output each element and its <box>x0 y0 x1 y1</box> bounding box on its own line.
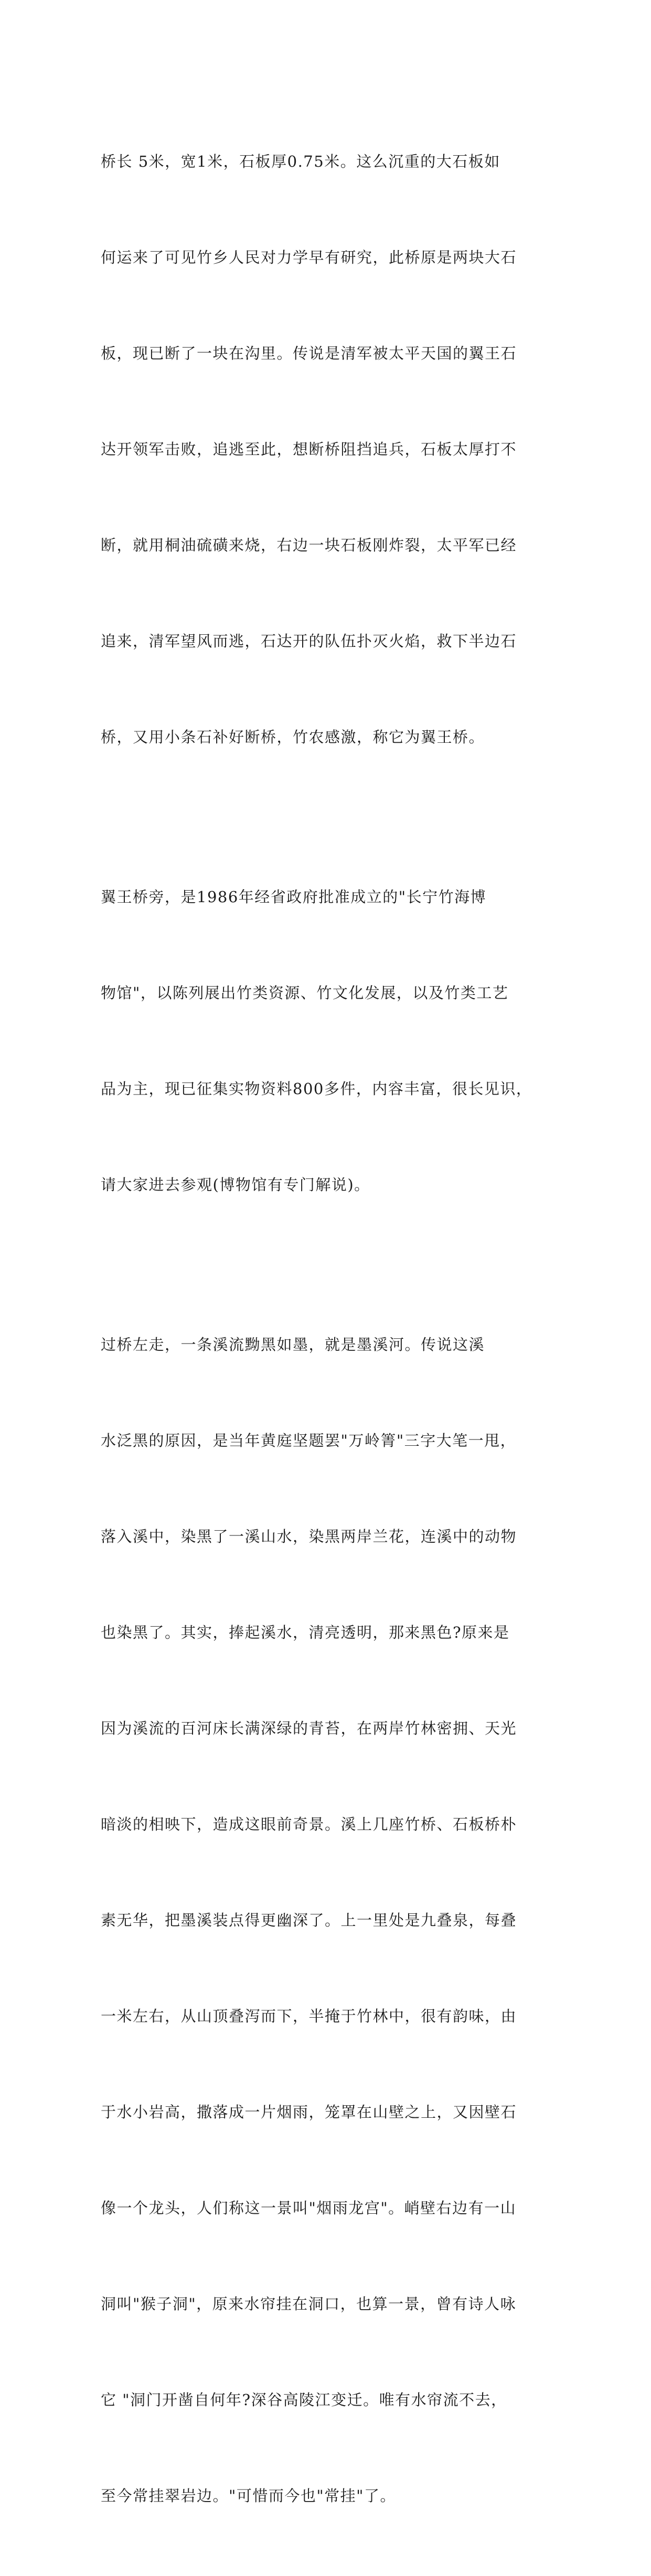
paragraph-bamboo-museum <box>101 817 552 1265</box>
text-line: 达开领军击败，追逃至此，想断桥阻挡追兵，石板太厚打不 <box>101 440 517 458</box>
paragraph-moxi-river <box>101 1265 552 2576</box>
text-line: 至今常挂翠岩边。"可惜而今也"常挂"了。 <box>101 2487 397 2505</box>
text-line: 翼王桥旁，是1986年经省政府批准成立的"长宁竹海博 <box>101 888 487 906</box>
text-line: 桥长 5米，宽1米，石板厚0.75米。这么沉重的大石板如 <box>101 153 500 170</box>
text-line: 过桥左走，一条溪流黝黑如墨，就是墨溪河。传说这溪 <box>101 1336 485 1354</box>
text-line: 像一个龙头，人们称这一景叫"烟雨龙宫"。峭壁右边有一山 <box>101 2199 517 2217</box>
text-line: 追来，清军望风而逃，石达开的队伍扑灭火焰，救下半边石 <box>101 632 517 650</box>
text-line: 品为主，现已征集实物资料800多件，内容丰富，很长见识， <box>101 1080 532 1098</box>
text-line: 暗淡的相映下，造成这眼前奇景。溪上几座竹桥、石板桥朴 <box>101 1815 517 1833</box>
text-line: 断，就用桐油硫磺来烧，右边一块石板刚炸裂，太平军已经 <box>101 536 517 554</box>
text-line: 水泛黑的原因，是当年黄庭坚题罢"万岭箐"三字大笔一甩， <box>101 1432 517 1449</box>
text-line: 洞叫"猴子洞"，原来水帘挂在洞口，也算一景，曾有诗人咏 <box>101 2295 517 2313</box>
document-body <box>101 82 552 2576</box>
text-line: 物馆"，以陈列展出竹类资源、竹文化发展，以及竹类工艺 <box>101 984 509 1002</box>
text-line: 于水小岩高，撒落成一片烟雨，笼罩在山壁之上，又因壁石 <box>101 2103 517 2121</box>
text-line: 因为溪流的百河床长满深绿的青苔，在两岸竹林密拥、天光 <box>101 1719 517 1737</box>
text-line: 它 "洞门开凿自何年?深谷高陵江变迁。唯有水帘流不去， <box>101 2391 507 2409</box>
text-line: 板，现已断了一块在沟里。传说是清军被太平天国的翼王石 <box>101 344 517 362</box>
text-line: 桥，又用小条石补好断桥，竹农感激，称它为翼王桥。 <box>101 728 485 746</box>
text-line: 素无华，把墨溪装点得更幽深了。上一里处是九叠泉，每叠 <box>101 1911 517 1929</box>
text-line: 何运来了可见竹乡人民对力学早有研究，此桥原是两块大石 <box>101 248 517 266</box>
text-line: 一米左右，从山顶叠泻而下，半掩于竹林中，很有韵味，由 <box>101 2007 517 2025</box>
text-line: 请大家进去参观(博物馆有专门解说)。 <box>101 1176 370 1194</box>
text-line: 落入溪中，染黑了一溪山水，染黑两岸兰花，连溪中的动物 <box>101 1528 517 1545</box>
text-line: 也染黑了。其实，捧起溪水，清亮透明，那来黑色?原来是 <box>101 1623 510 1641</box>
paragraph-wing-king-bridge <box>101 82 552 817</box>
